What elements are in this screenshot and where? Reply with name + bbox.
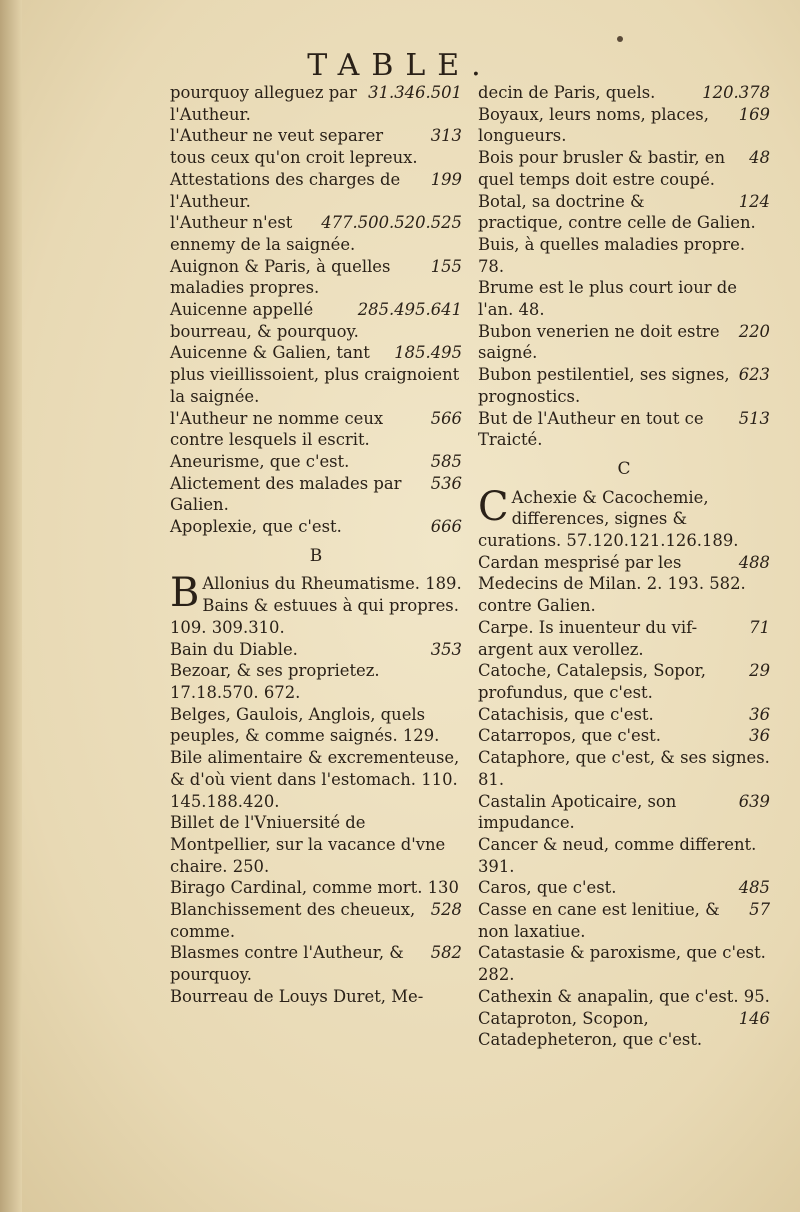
page-number: 485 <box>738 878 770 898</box>
entry-text: Bile alimentaire & excrementeuse, & d'où vient dans l'estomach. 110. 145.188.420. <box>170 748 460 811</box>
page-number: 285.495.641 <box>357 300 462 320</box>
entry-text: Bezoar, & ses proprietez. 17.18.570. 672. <box>170 661 380 702</box>
page-number: 31.346.501 <box>368 83 462 102</box>
index-entry <box>478 834 770 877</box>
page-number: 120.378 <box>702 83 770 102</box>
index-entry <box>170 169 462 212</box>
entry-text: l'Autheur ne nomme ceux contre lesquels il escrit. <box>170 408 384 450</box>
entry-text: l'Autheur n'est ennemy de la saignée. <box>170 213 356 254</box>
page-number: 169 <box>738 104 770 124</box>
entry-text: Buis, à quelles maladies propre. 78. <box>478 234 746 276</box>
index-entry <box>170 899 462 942</box>
entry-text: Apoplexie, que c'est. <box>170 517 342 537</box>
entry-text: Auicenne & Galien, tant plus vieillissoient, plus craignoient la saignée. <box>170 343 460 406</box>
page-number: 199 <box>430 169 462 189</box>
index-entry <box>170 82 462 125</box>
index-entry <box>170 986 462 1008</box>
page-number: 666 <box>430 517 462 537</box>
index-entry <box>170 639 462 661</box>
entry-text: Cardan mesprisé par les Medecins de Milan. 2. 193. 582. contre Galien. <box>478 552 746 616</box>
entry-text: Blasmes contre l'Autheur, & pourquoy. <box>170 943 404 985</box>
index-entry <box>478 321 770 364</box>
ink-spot <box>617 36 623 42</box>
index-entry <box>478 986 770 1008</box>
index-entry <box>478 147 770 190</box>
entry-text: Brume est le plus court iour de l'an. 48. <box>478 278 738 320</box>
page-gutter <box>0 0 22 1212</box>
index-entry <box>170 877 462 899</box>
page-number: 477.500.520.525 <box>321 213 462 233</box>
page-number: 71 <box>749 617 770 637</box>
page-number: 220 <box>738 321 770 341</box>
page-number: 566 <box>430 408 462 428</box>
index-entry <box>170 125 462 168</box>
page-number: 513 <box>738 408 770 428</box>
page-number: 582 <box>430 943 462 963</box>
index-entry <box>170 595 462 638</box>
page-number: 313 <box>430 126 462 146</box>
page-number: 528 <box>430 900 462 920</box>
entry-text: l'Autheur ne veut separer tous ceux qu'on croit lepreux. <box>170 126 418 168</box>
dropcap-c: C <box>478 483 509 530</box>
index-entry <box>170 747 462 812</box>
index-entry <box>478 747 770 790</box>
b-entries <box>170 570 462 1007</box>
entry-text: Catastasie & paroxisme, que c'est. 282. <box>478 943 766 985</box>
entry-text: Botal, sa doctrine & practique, contre celle de Galien. <box>478 191 756 233</box>
index-entry <box>170 812 462 877</box>
dropcap-b: B <box>170 570 200 617</box>
index-entry <box>478 791 770 834</box>
index-entry <box>170 342 462 407</box>
entry-text: Casse en cane est lenitiue, & non laxatiue. <box>478 900 720 941</box>
index-entry <box>170 256 462 299</box>
index-entry <box>478 408 770 451</box>
index-entry <box>478 660 770 703</box>
index-entry <box>478 1008 770 1051</box>
index-entry <box>170 660 462 703</box>
page-number: 57 <box>749 900 770 920</box>
entry-text: Billet de l'Vniuersité de Montpellier, sur la vacance d'vne chaire. 250. <box>170 813 446 876</box>
section-letter-c: C <box>617 458 631 479</box>
entry-text: Belges, Gaulois, Anglois, quels peuples, & comme saignés. 129. <box>170 704 440 746</box>
entry-text: Cataproton, Scopon, Catadepheteron, que c'est. <box>478 1008 703 1050</box>
page-number: 623 <box>738 365 770 385</box>
page-number: 585 <box>430 451 462 471</box>
index-entry <box>170 573 462 595</box>
entry-text: Bains & estuues à qui propres. 109. 309.310. <box>170 596 459 637</box>
b-section <box>170 570 462 1007</box>
index-entry <box>478 191 770 234</box>
entry-text: Cancer & neud, comme different. 391. <box>478 834 757 876</box>
entry-text: But de l'Autheur en tout ce Traicté. <box>478 408 704 450</box>
entry-text: Bubon venerien ne doit estre saigné. <box>478 321 720 363</box>
entry-text: Birago Cardinal, comme mort. 130 <box>170 878 459 898</box>
entry-text: Bois pour brusler & bastir, en quel temps doit estre coupé. <box>478 148 726 189</box>
page-number: 353 <box>430 639 462 659</box>
right-column <box>478 82 770 1051</box>
entry-text: pourquoy alleguez par l'Autheur. <box>170 83 357 124</box>
entry-text: Caros, que c'est. <box>478 878 617 898</box>
page-number: 124 <box>738 191 770 211</box>
index-entry <box>478 277 770 320</box>
index-entry <box>170 942 462 985</box>
entry-text: Boyaux, leurs noms, places, longueurs. <box>478 104 709 146</box>
page-number: 29 <box>749 661 770 681</box>
page-number: 185.495 <box>394 343 462 363</box>
left-column <box>170 82 462 1008</box>
index-entry <box>478 617 770 660</box>
entry-text: Auignon & Paris, à quelles maladies propres. <box>170 256 391 298</box>
index-entry <box>478 877 770 899</box>
index-entry <box>170 451 462 473</box>
index-entry <box>170 212 462 255</box>
index-entry <box>170 473 462 516</box>
page-number: 488 <box>738 552 770 572</box>
index-entry <box>170 408 462 451</box>
entry-text: Aneurisme, que c'est. <box>170 451 350 471</box>
index-entry <box>478 82 770 104</box>
index-entry <box>170 299 462 342</box>
index-entry <box>478 234 770 277</box>
index-entry <box>478 364 770 407</box>
page-number: 48 <box>749 148 770 168</box>
index-entry <box>478 104 770 147</box>
entry-text: Allonius du Rheumatisme. 189. <box>202 574 462 594</box>
page-header: TABLE. <box>307 48 493 83</box>
entry-text: Cathexin & anapalin, que c'est. 95. <box>478 986 770 1006</box>
entry-text: Alictement des malades par Galien. <box>170 473 402 515</box>
entry-text: Attestations des charges de l'Autheur. <box>170 169 401 211</box>
index-entry <box>478 942 770 985</box>
entry-text: Catachisis, que c'est. <box>478 704 654 724</box>
page-number: 36 <box>749 726 770 746</box>
section-letter-b: B <box>309 545 323 566</box>
entry-text: Castalin Apoticaire, son impudance. <box>478 791 677 833</box>
page-number: 155 <box>430 256 462 276</box>
entry-text: Auicenne appellé bourreau, & pourquoy. <box>170 300 359 341</box>
entry-text: Catoche, Catalepsis, Sopor, profundus, que c'est. <box>478 661 706 702</box>
entry-text: Bourreau de Louys Duret, Me- <box>170 986 424 1006</box>
index-entry <box>170 704 462 747</box>
index-entry <box>478 483 770 552</box>
page-number: 536 <box>430 473 462 493</box>
entry-text: decin de Paris, quels. <box>478 83 656 102</box>
index-entry <box>478 704 770 726</box>
entry-text: Carpe. Is inuenteur du vif-argent aux verollez. <box>478 617 698 659</box>
right-entries <box>478 82 770 451</box>
entry-text: Blanchissement des cheueux, comme. <box>170 900 416 941</box>
page-number: 36 <box>749 704 770 724</box>
page-number: 639 <box>738 791 770 811</box>
index-entry <box>478 899 770 942</box>
index-entry <box>170 516 462 538</box>
index-entry <box>478 725 770 747</box>
c-section <box>478 483 770 1051</box>
entry-text: Achexie & Cacochemie, differences, signes & curations. 57.120.121.126.189. <box>478 487 739 551</box>
c-entries <box>478 483 770 1051</box>
entry-text: Bain du Diable. <box>170 639 298 659</box>
left-entries <box>170 82 462 538</box>
page-number: 146 <box>738 1008 770 1028</box>
entry-text: Bubon pestilentiel, ses signes, prognostics. <box>478 365 730 406</box>
entry-text: Cataphore, que c'est, & ses signes. 81. <box>478 748 770 789</box>
index-entry <box>478 552 770 617</box>
entry-text: Catarropos, que c'est. <box>478 726 661 746</box>
